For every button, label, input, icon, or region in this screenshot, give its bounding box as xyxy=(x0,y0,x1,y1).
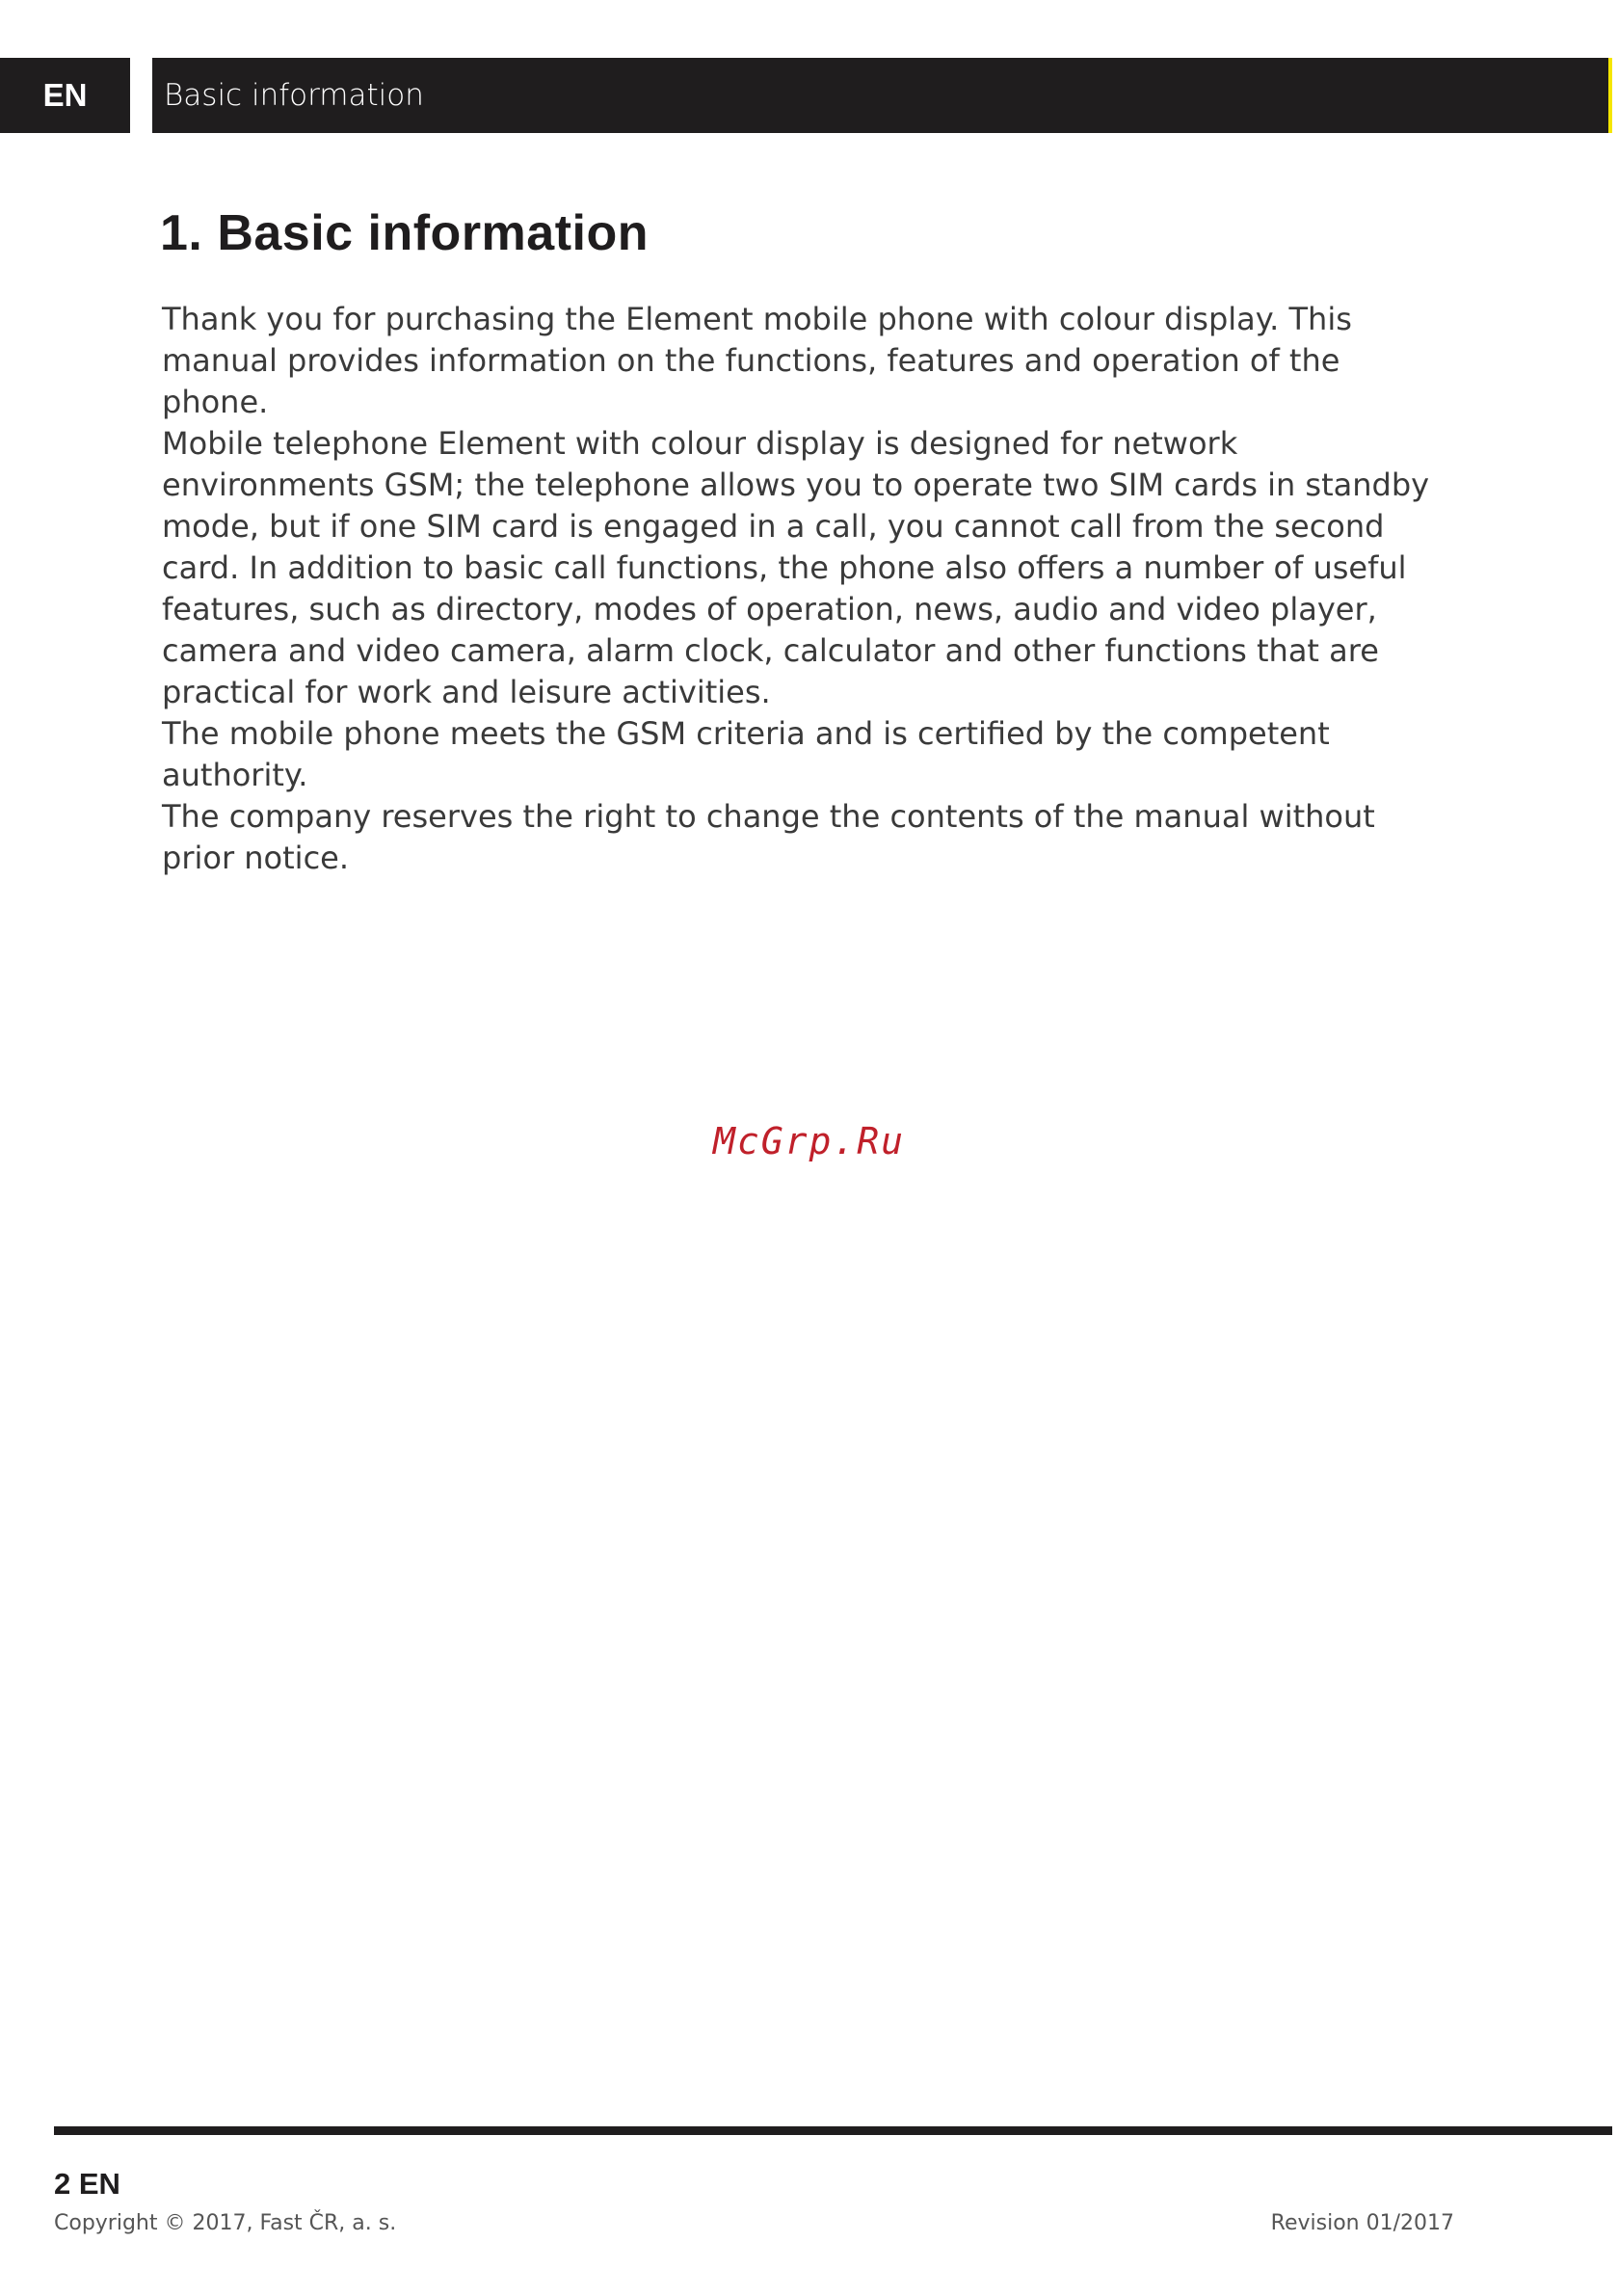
language-tab: EN xyxy=(0,58,130,133)
footer-divider xyxy=(54,2126,1612,2135)
paragraph: Mobile telephone Element with colour display is designed for network environments GSM; the telephone allows you to operate two SIM cards in standby mode, but if one SIM card is engaged in a call, you cannot call from the second card. In addition to basic call functions, the phone also offers a number of useful features, such as directory, modes of operation, news, audio and video player, camera and video camera, alarm clock, calculator and other functions that are practical for work and leisure activities. xyxy=(162,425,1430,710)
page-number: 2 EN xyxy=(54,2167,120,2201)
watermark: McGrp.Ru xyxy=(712,1120,906,1162)
header-bar xyxy=(152,58,1612,133)
section-title: Basic information xyxy=(164,78,424,113)
paragraph: The company reserves the right to change the contents of the manual without prior notice. xyxy=(162,798,1375,876)
copyright: Copyright © 2017, Fast ČR, a. s. xyxy=(54,2211,397,2235)
paragraph: Thank you for purchasing the Element mobile phone with colour display. This manual provides information on the functions, features and operation of the phone. xyxy=(162,301,1352,420)
paragraph: The mobile phone meets the GSM criteria and is certified by the competent authority. xyxy=(162,715,1330,793)
body-text xyxy=(162,299,1453,879)
page-title: 1. Basic information xyxy=(160,205,649,261)
revision: Revision 01/2017 xyxy=(1270,2211,1454,2235)
